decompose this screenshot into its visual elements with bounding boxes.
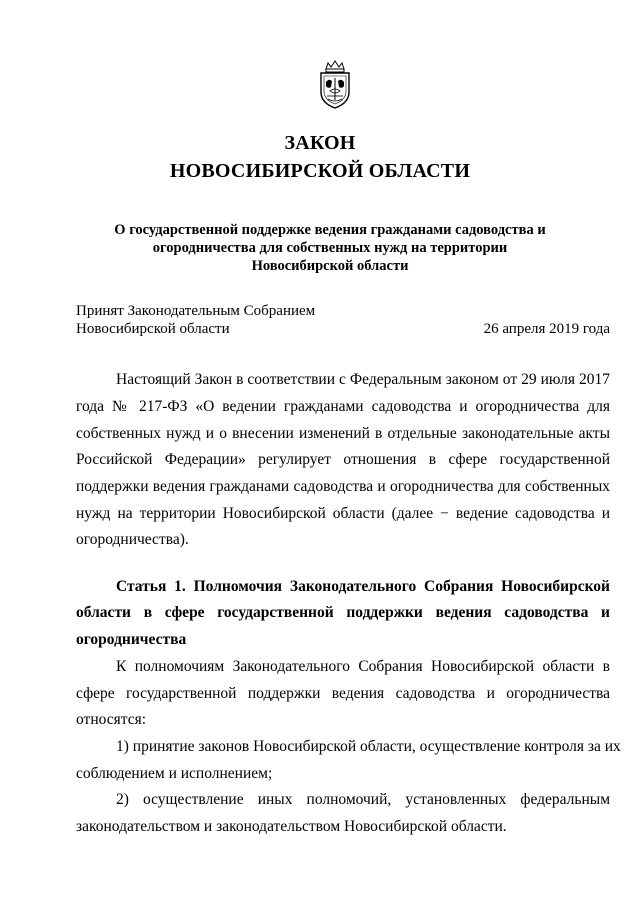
- law-subject-line: О государственной поддержке ведения гражданами садоводства и: [114, 222, 546, 238]
- preamble-line: собственных нужд и о внесении изменений в отдельные законодательные акты: [76, 425, 610, 442]
- preamble-line: Настоящий Закон в соответствии с Федеральным законом от 29 июля 2017: [116, 371, 610, 388]
- document-type-title: ЗАКОН: [284, 132, 356, 154]
- article-1-paragraph-line: К полномочиям Законодательного Собрания Новосибирской области в: [116, 658, 610, 675]
- article-1-heading: Статья 1. Полномочия Законодательного Собрания Новосибирской: [116, 578, 610, 595]
- law-subject-line: Новосибирской области: [251, 258, 409, 274]
- adoption-authority-line: Принят Законодательным Собранием: [76, 303, 316, 319]
- preamble-line: нужд на территории Новосибирской области (далее − ведение садоводства и: [76, 505, 610, 522]
- article-1-heading: области в сфере государственной поддержки ведения садоводства и: [76, 604, 610, 621]
- article-1-item-1-line: соблюдением и исполнением;: [76, 765, 273, 782]
- preamble-line: Российской Федерации» регулирует отношения в сфере государственной: [76, 451, 610, 468]
- article-1-item-2-line: 2) осуществление иных полномочий, установленных федеральным: [116, 791, 610, 808]
- article-1-paragraph-line: сфере государственной поддержки ведения садоводства и огородничества: [76, 685, 610, 702]
- preamble-line: огородничества).: [76, 531, 189, 548]
- adoption-date: 26 апреля 2019 года: [483, 321, 610, 337]
- coat-of-arms-icon: [316, 60, 354, 110]
- document-region-title: НОВОСИБИРСКОЙ ОБЛАСТИ: [169, 160, 471, 182]
- preamble-line: года № 217-ФЗ «О ведении гражданами садоводства и огородничества для: [76, 398, 610, 415]
- law-subject-line: огородничества для собственных нужд на территории: [152, 240, 508, 256]
- preamble-line: поддержки ведения гражданами садоводства и огородничества для собственных: [76, 478, 610, 495]
- article-1-paragraph-line: относятся:: [76, 711, 147, 728]
- article-1-item-1-line: 1) принятие законов Новосибирской области, осуществление контроля за их: [116, 738, 621, 755]
- adoption-authority-line: Новосибирской области: [76, 321, 230, 337]
- article-1-item-2-line: законодательством и законодательством Новосибирской области.: [76, 818, 507, 835]
- article-1-heading: огородничества: [76, 631, 187, 648]
